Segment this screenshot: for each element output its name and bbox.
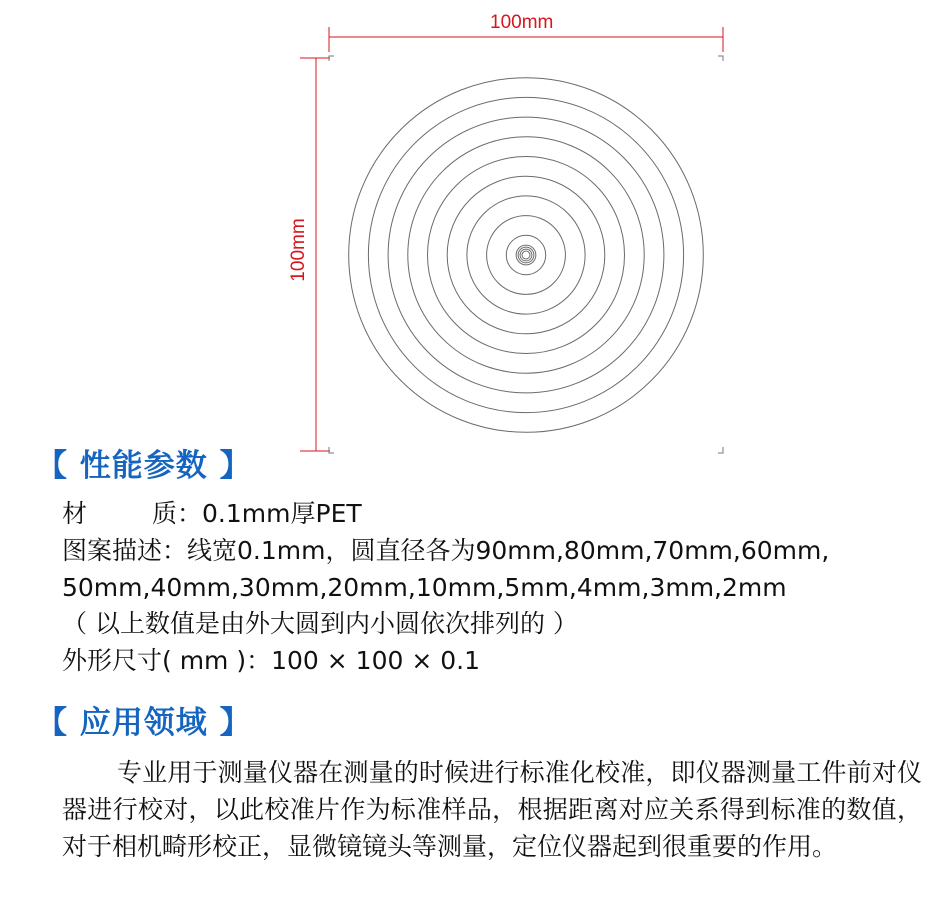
circle-50mm (428, 157, 625, 354)
circle-60mm (408, 137, 644, 373)
spec-section-title: 【 性能参数 】 (36, 448, 252, 484)
material-value: 0.1mm厚PET (202, 499, 362, 528)
corner-mark-top-right (718, 56, 723, 61)
circle-30mm (467, 196, 585, 314)
material-label-b: 质： (152, 499, 203, 528)
spec-pattern-line-1: 图案描述：线宽0.1mm，圆直径各为90mm,80mm,70mm,60mm, (62, 536, 830, 565)
corner-mark-bottom-right (718, 447, 723, 453)
circle-40mm (447, 176, 605, 334)
application-section-title: 【 应用领域 】 (36, 705, 252, 741)
circle-70mm (388, 117, 664, 393)
spec-size: 外形尺寸( mm )：100 × 100 × 0.1 (62, 646, 480, 675)
circle-90mm (349, 78, 704, 433)
spec-material (62, 497, 362, 531)
circle-20mm (487, 216, 566, 295)
circle-5mm (516, 245, 536, 265)
application-body: 专业用于测量仪器在测量的时候进行标准化校准，即仪器测量工件前对仪器进行校对，以此校准片作为标准样品，根据距离对应关系得到标准的数值，对于相机畸形校正，显微镜镜头等测量，定位仪器起到很重要的作用。 (62, 758, 922, 861)
corner-mark-bottom-left (329, 447, 334, 453)
concentric-circles (349, 78, 704, 433)
width-label: 100mm (490, 12, 554, 33)
height-label: 100mm (288, 218, 309, 282)
material-label-a: 材 (62, 499, 88, 528)
circle-2mm (522, 251, 530, 259)
circle-80mm (368, 97, 683, 412)
spec-pattern-line-2: 50mm,40mm,30mm,20mm,10mm,5mm,4mm,3mm,2mm (62, 573, 787, 602)
spec-pattern-line-3: （ 以上数值是由外大圆到内小圆依次排列的 ） (62, 609, 578, 638)
circle-10mm (506, 235, 545, 274)
